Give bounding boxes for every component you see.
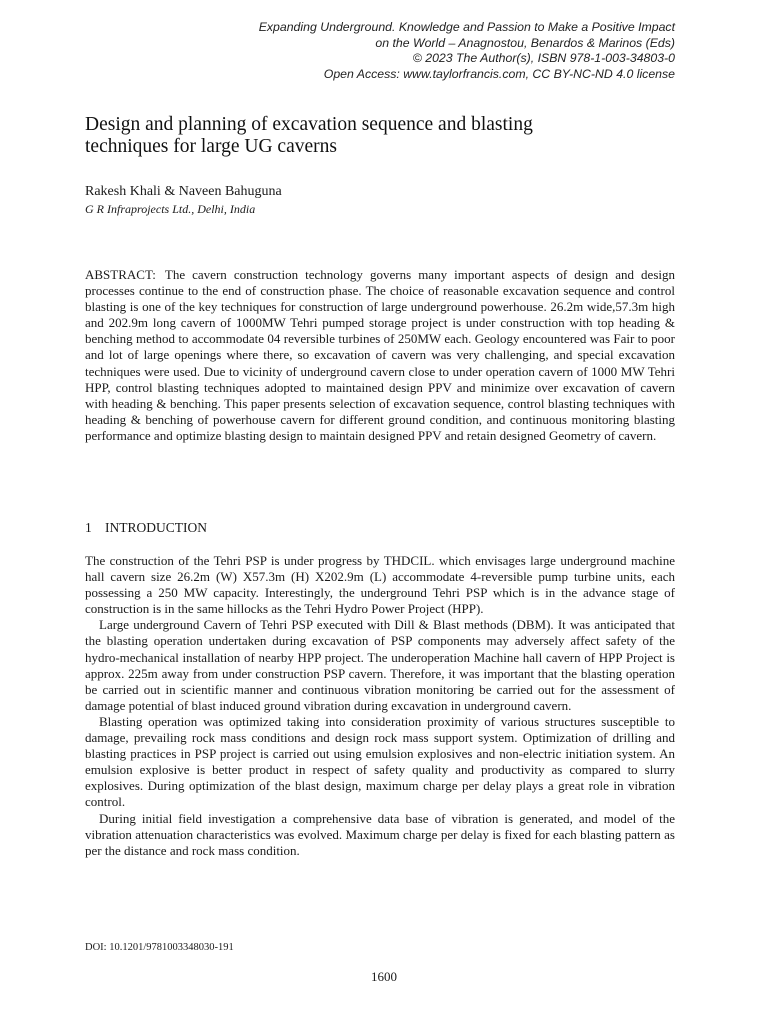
abstract [85,267,675,444]
doi: DOI: 10.1201/9781003348030-191 [85,942,234,953]
paragraph: Blasting operation was optimized taking into consideration proximity of various structures susceptible to damage, prevailing rock mass conditions and design rock mass support system. Optimization of drilling and blasting practices in PSP project is carried out using emulsion explosives and non-electric initiation system. An emulsion explosive is better product in respect of safety quality and productivity as compared to slurry explosives. During optimization of the blast design, maximum charge per delay plays a great role in vibration control. [85,713,675,810]
abstract-text: The cavern construction technology governs many important aspects of design and design processes continue to the end of construction phase. The choice of reasonable excavation sequence and control blasting is one of the key techniques for construction of large underground powerhouse. 26.2m wide,57.3m high and 202.9m long cavern of 1000MW Tehri pumped storage project is under construction with top heading & benching method to accommodate 04 reversible turbines of 250MW each. Geology encountered was Fair to poor and lot of large openings where there, so excavation of cavern was very challenging, and special excavation techniques were used. Due to vicinity of underground cavern close to under operation cavern of 1000 MW Tehri HPP, control blasting techniques adopted to maintained design PPV and minimize over excavation of cavern with heading & benching. This paper presents selection of excavation sequence, control blasting techniques with heading & benching of powerhouse cavern for different ground condition, and continuous monitoring blasting performance and optimize blasting design to maintain designed PPV and retain designed Geometry of cavern. [85,267,675,443]
authors: Rakesh Khali & Naveen Bahuguna [85,184,282,199]
header-line-1: Expanding Underground. Knowledge and Passion to Make a Positive Impact [258,20,675,34]
header-line-4: Open Access: www.taylorfrancis.com, CC BY-NC-ND 4.0 license [323,66,675,81]
title-line-2: techniques for large UG caverns [85,136,337,157]
paragraph: During initial field investigation a comprehensive data base of vibration is generated, and model of the vibration attenuation characteristics was evolved. Maximum charge per delay is fixed for each blasting pattern as per the distance and rock mass condition. [85,810,675,858]
paper-title [85,114,685,158]
paragraph: Large underground Cavern of Tehri PSP executed with Dill & Blast methods (DBM). It was anticipated that the blasting operation undertaken during excavation of PSP components may adversely affect safety of the hydro-mechanical installation of nearby HPP project. The underoperation Machine hall cavern of HPP Project is approx. 225m away from under construction PSP cavern. Therefore, it was important that the blasting operation be carried out in scientific manner and continuous vibration monitoring be carried out for the assessment of damage potential of blast induced ground vibration during excavation in underground cavern. [85,617,675,713]
section-number: 1 [85,520,92,535]
header-line-3: © 2023 The Author(s), ISBN 978-1-003-34803-0 [412,51,675,65]
abstract-label: ABSTRACT: [85,267,156,282]
section-title: INTRODUCTION [105,520,207,535]
header-line-2: on the World – Anagnostou, Benardos & Marinos (Eds) [375,35,675,50]
title-line-1: Design and planning of excavation sequence and blasting [85,114,533,135]
section-heading [85,520,207,536]
affiliation: G R Infraprojects Ltd., Delhi, India [85,202,256,216]
introduction-body [85,553,675,859]
paragraph: The construction of the Tehri PSP is under progress by THDCIL. which envisages large underground machine hall cavern size 26.2m (W) X57.3m (H) X202.9m (L) accommodate 4-reversible pump turbine units, each possessing a 250 MW capacity. Interestingly, the underground Tehri PSP which is in the advance stage of construction is in the same hillocks as the Tehri Hydro Power Project (HPP). [85,553,675,617]
page-number: 1600 [371,969,397,984]
publication-header [115,20,675,82]
